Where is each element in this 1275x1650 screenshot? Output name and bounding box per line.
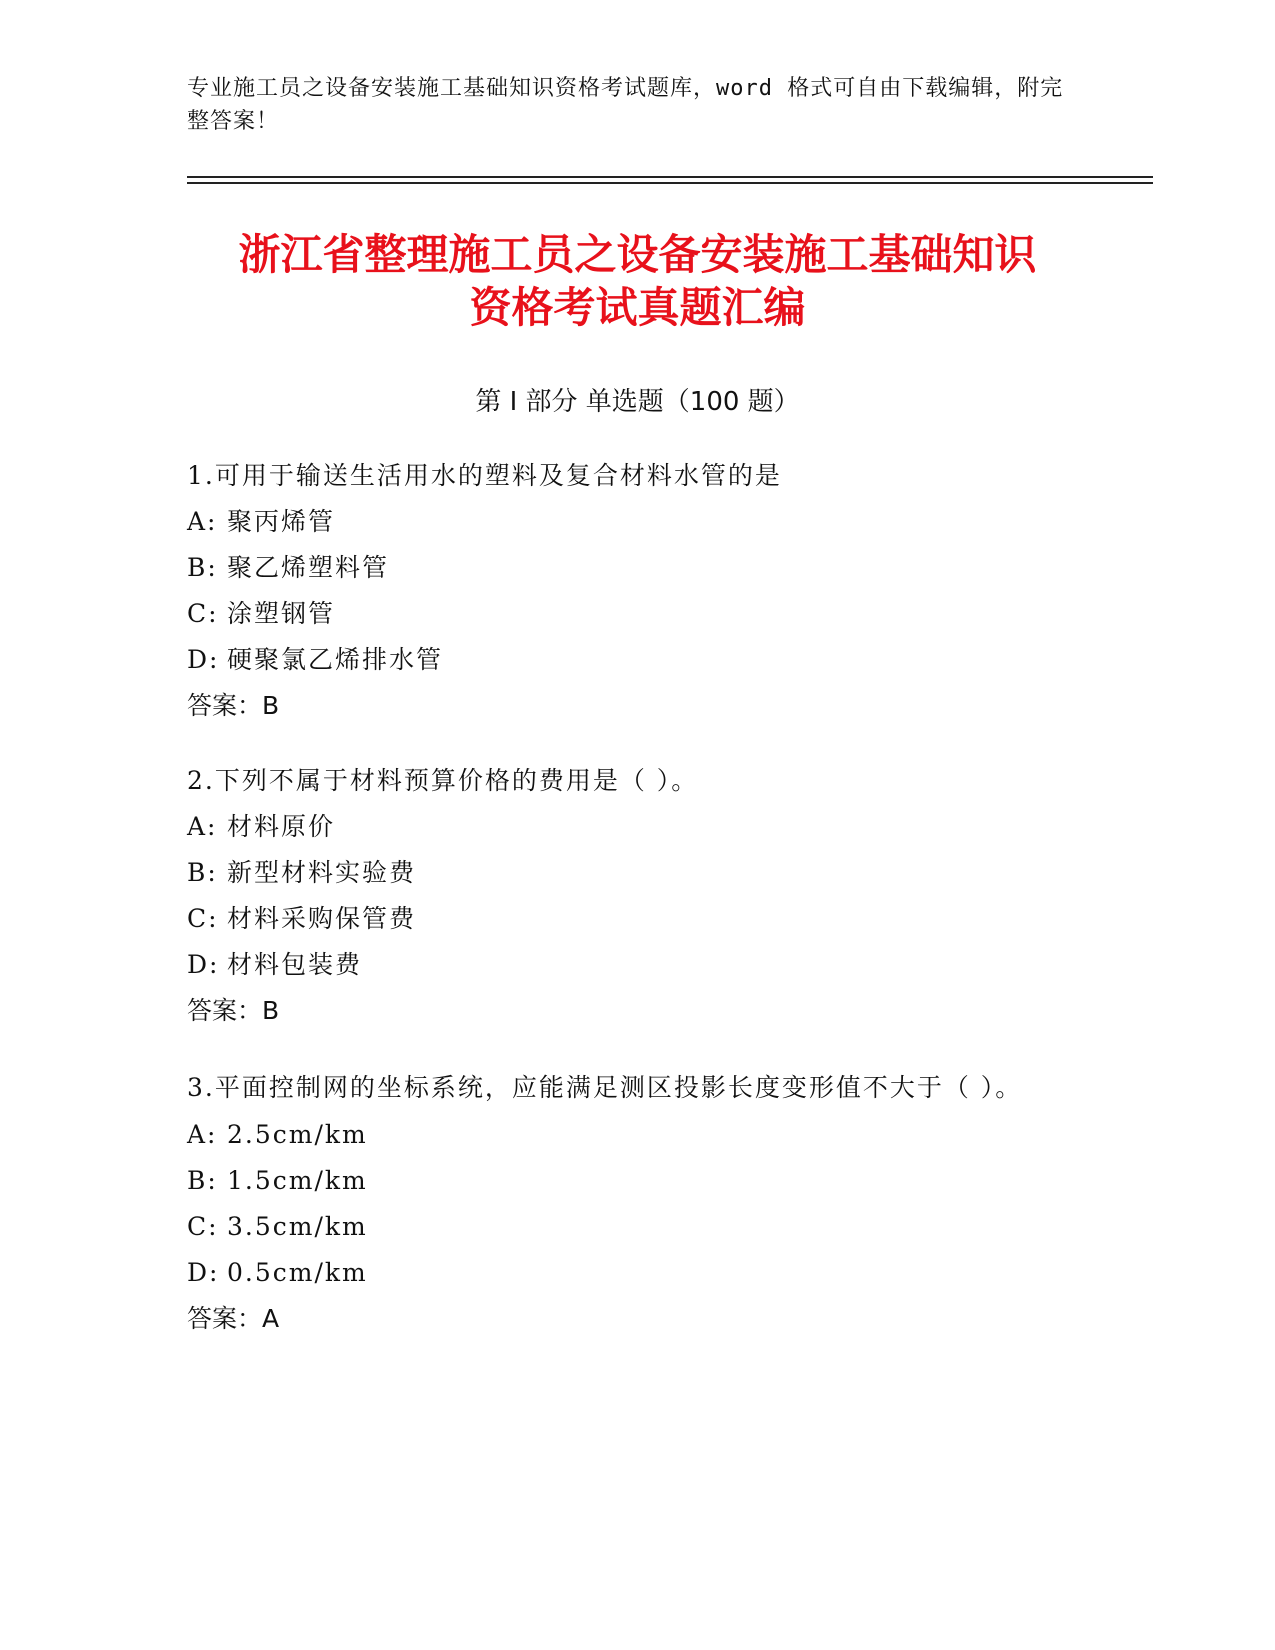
option-letter: C: xyxy=(187,904,219,933)
option-c xyxy=(187,591,1067,637)
option-letter: B: xyxy=(187,858,218,887)
option-d xyxy=(187,1250,1067,1296)
document-title-line-1: 浙江省整理施工员之设备安装施工基础知识 xyxy=(238,230,1037,279)
answer: 答案：B xyxy=(187,996,280,1025)
option-a xyxy=(187,1112,1067,1158)
option-text: 材料包装费 xyxy=(227,950,363,979)
option-text: 2.5cm/km xyxy=(227,1120,368,1149)
header-note: 专业施工员之设备安装施工基础知识资格考试题库，word 格式可自由下载编辑，附完整答案！ xyxy=(187,76,1064,134)
option-a xyxy=(187,499,1067,545)
option-text: 材料采购保管费 xyxy=(227,904,417,933)
option-text: 涂塑钢管 xyxy=(227,599,336,628)
option-letter: C: xyxy=(187,1212,219,1241)
option-text: 新型材料实验费 xyxy=(227,858,417,887)
document-title-line-2: 资格考试真题汇编 xyxy=(469,283,806,332)
option-c xyxy=(187,896,1067,942)
option-letter: C: xyxy=(187,599,219,628)
option-text: 聚丙烯管 xyxy=(227,507,336,536)
question-stem: 2.下列不属于材料预算价格的费用是（ ）。 xyxy=(187,766,699,795)
option-b xyxy=(187,545,1067,591)
option-b xyxy=(187,1158,1067,1204)
question-1 xyxy=(187,453,1067,729)
answer: 答案：A xyxy=(187,1304,280,1333)
header-divider-bottom xyxy=(187,182,1153,184)
header-divider-top xyxy=(187,176,1153,178)
option-letter: A: xyxy=(187,1120,218,1149)
question-3 xyxy=(187,1064,1067,1342)
option-text: 3.5cm/km xyxy=(227,1212,368,1241)
option-letter: A: xyxy=(187,507,218,536)
option-text: 0.5cm/km xyxy=(227,1258,368,1287)
option-letter: D: xyxy=(187,645,220,674)
option-letter: D: xyxy=(187,950,220,979)
question-stem: 1.可用于输送生活用水的塑料及复合材料水管的是 xyxy=(187,461,782,490)
option-text: 聚乙烯塑料管 xyxy=(227,553,390,582)
option-text: 材料原价 xyxy=(227,812,336,841)
question-2 xyxy=(187,758,1067,1034)
option-d xyxy=(187,942,1067,988)
option-letter: B: xyxy=(187,1166,218,1195)
option-letter: A: xyxy=(187,812,218,841)
section-title: 第 I 部分 单选题（100 题） xyxy=(475,387,800,417)
option-d xyxy=(187,637,1067,683)
option-b xyxy=(187,850,1067,896)
question-stem: 3.平面控制网的坐标系统，应能满足测区投影长度变形值不大于（ ）。 xyxy=(187,1073,1023,1102)
option-c xyxy=(187,1204,1067,1250)
option-text: 1.5cm/km xyxy=(227,1166,368,1195)
answer: 答案：B xyxy=(187,691,280,720)
option-a xyxy=(187,804,1067,850)
document-title xyxy=(150,228,1125,334)
option-letter: D: xyxy=(187,1258,220,1287)
option-letter: B: xyxy=(187,553,218,582)
option-text: 硬聚氯乙烯排水管 xyxy=(227,645,444,674)
